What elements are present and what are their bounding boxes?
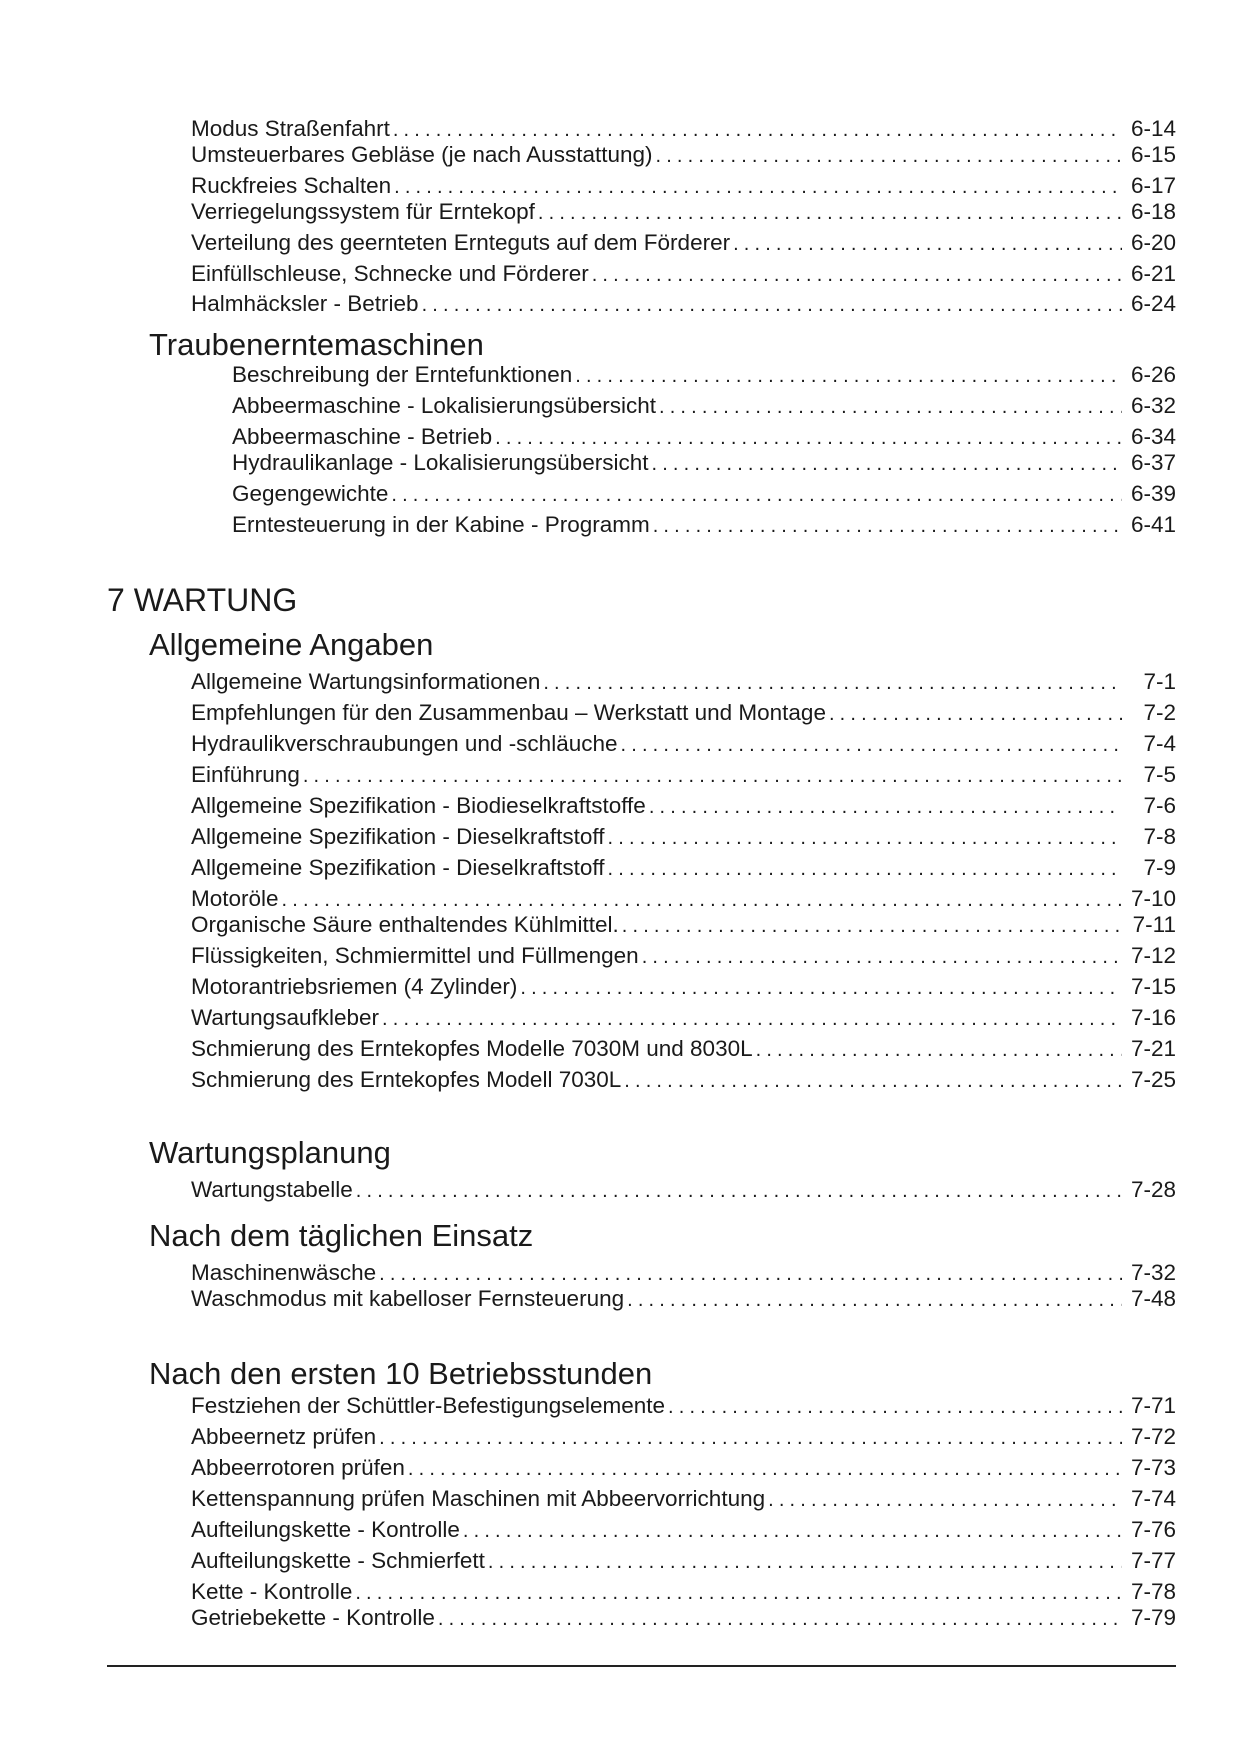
toc-entry-page: 7-72 (1130, 1424, 1176, 1449)
dot-leader (303, 762, 1122, 790)
toc-entry[interactable] (191, 1485, 1176, 1513)
toc-entry-page: 7-78 (1130, 1579, 1176, 1604)
toc-entry-page: 7-15 (1130, 974, 1176, 999)
dot-leader (355, 1579, 1122, 1607)
dot-leader (438, 1605, 1122, 1633)
toc-entry-title: Schmierung des Erntekopfes Modell 7030L (191, 1067, 622, 1092)
toc-entry-page: 7-16 (1130, 1005, 1176, 1030)
toc-entry-title: Kette - Kontrolle (191, 1579, 353, 1604)
toc-entry-title: Hydraulikanlage - Lokalisierungsübersicht (232, 450, 649, 475)
toc-entry-title: Umsteuerbares Gebläse (je nach Ausstattung) (191, 142, 653, 167)
dot-leader (651, 450, 1122, 478)
toc-entry-title: Allgemeine Spezifikation - Biodieselkraftstoffe (191, 793, 646, 818)
toc-entry[interactable] (191, 792, 1176, 820)
toc-entry[interactable] (191, 115, 1176, 143)
toc-entry[interactable] (191, 1035, 1176, 1063)
toc-entry-title: Beschreibung der Erntefunktionen (232, 362, 573, 387)
dot-leader (642, 943, 1122, 971)
toc-entry-title: Halmhäcksler - Betrieb (191, 291, 419, 316)
dot-leader (627, 1286, 1122, 1314)
toc-entry-page: 7-21 (1130, 1036, 1176, 1061)
toc-entry-title: Getriebekette - Kontrolle (191, 1605, 435, 1630)
toc-entry-page: 7-10 (1130, 886, 1176, 911)
toc-entry[interactable] (191, 761, 1176, 789)
dot-leader (622, 912, 1122, 940)
toc-entry-page: 6-37 (1130, 450, 1176, 475)
dot-leader (488, 1548, 1122, 1576)
toc-entry-title: Allgemeine Wartungsinformationen (191, 669, 541, 694)
dot-leader (393, 116, 1122, 144)
toc-entry-title: Abbeermaschine - Lokalisierungsübersicht (232, 393, 656, 418)
toc-entry-title: Aufteilungskette - Schmierfett (191, 1548, 485, 1573)
dot-leader (394, 173, 1122, 201)
toc-entry-title: Verriegelungssystem für Erntekopf (191, 199, 535, 224)
toc-entry-title: Einführung (191, 762, 300, 787)
footer-rule (107, 1665, 1176, 1667)
dot-leader (656, 142, 1123, 170)
toc-entry-page: 6-24 (1130, 291, 1176, 316)
toc-entry[interactable] (232, 392, 1176, 420)
toc-entry-title: Allgemeine Spezifikation - Dieselkraftstoff (191, 824, 605, 849)
toc-entry[interactable] (191, 1604, 1176, 1632)
toc-entry[interactable] (232, 423, 1176, 451)
toc-entry-page: 7-12 (1130, 943, 1176, 968)
dot-leader (592, 261, 1122, 289)
toc-entry-page: 7-4 (1143, 731, 1176, 756)
section-heading: Nach dem täglichen Einsatz (149, 1218, 534, 1253)
dot-leader (463, 1517, 1122, 1545)
dot-leader (624, 1067, 1122, 1095)
toc-entry-title: Erntesteuerung in der Kabine - Programm (232, 512, 650, 537)
toc-entry-page: 6-39 (1130, 481, 1176, 506)
chapter-heading: 7 WARTUNG (107, 582, 298, 618)
dot-leader (575, 362, 1122, 390)
toc-entry[interactable] (191, 141, 1176, 169)
toc-entry-page: 6-18 (1130, 199, 1176, 224)
toc-entry-title: Motorantriebsriemen (4 Zylinder) (191, 974, 518, 999)
toc-entry[interactable] (191, 668, 1176, 696)
dot-leader (621, 731, 1122, 759)
toc-entry-page: 7-11 (1132, 912, 1176, 937)
toc-entry-page: 7-71 (1130, 1393, 1176, 1418)
toc-entry-page: 6-41 (1130, 512, 1176, 537)
toc-entry[interactable] (232, 449, 1176, 477)
section-heading: Allgemeine Angaben (149, 627, 434, 662)
toc-entry-title: Modus Straßenfahrt (191, 116, 390, 141)
toc-entry[interactable] (232, 480, 1176, 508)
toc-entry[interactable] (191, 172, 1176, 200)
dot-leader (282, 886, 1122, 914)
toc-entry-page: 7-5 (1143, 762, 1176, 787)
dot-leader (649, 793, 1122, 821)
toc-entry-title: Flüssigkeiten, Schmiermittel und Füllmengen (191, 943, 639, 968)
toc-entry-title: Organische Säure enthaltendes Kühlmittel. (191, 912, 619, 937)
toc-entry[interactable] (191, 854, 1176, 882)
toc-entry-page: 6-32 (1130, 393, 1176, 418)
toc-entry-title: Wartungstabelle (191, 1177, 353, 1202)
toc-entry[interactable] (191, 1547, 1176, 1575)
toc-entry-page: 6-17 (1130, 173, 1176, 198)
toc-entry-page: 6-34 (1130, 424, 1176, 449)
dot-leader (520, 974, 1122, 1002)
toc-entry[interactable] (191, 973, 1176, 1001)
toc-entry-title: Waschmodus mit kabelloser Fernsteuerung (191, 1286, 625, 1311)
toc-entry-page: 7-32 (1130, 1260, 1176, 1285)
toc-entry[interactable] (191, 823, 1176, 851)
toc-entry[interactable] (191, 1066, 1176, 1094)
toc-entry[interactable] (191, 942, 1176, 970)
dot-leader (608, 824, 1122, 852)
toc-entry[interactable] (191, 198, 1176, 226)
toc-entry-title: Verteilung des geernteten Ernteguts auf dem Förderer (191, 230, 731, 255)
toc-entry-page: 7-8 (1143, 824, 1176, 849)
toc-entry[interactable] (191, 730, 1176, 758)
toc-entry[interactable] (191, 1423, 1176, 1451)
dot-leader (379, 1260, 1122, 1288)
toc-entry-title: Aufteilungskette - Kontrolle (191, 1517, 460, 1542)
dot-leader (756, 1036, 1122, 1064)
toc-entry-page: 6-15 (1130, 142, 1176, 167)
dot-leader (538, 199, 1122, 227)
toc-entry-page: 7-6 (1143, 793, 1176, 818)
toc-entry[interactable] (191, 1259, 1176, 1287)
toc-entry[interactable] (191, 911, 1176, 939)
toc-entry-title: Ruckfreies Schalten (191, 173, 392, 198)
toc-entry-title: Abbeerrotoren prüfen (191, 1455, 405, 1480)
toc-entry-page: 6-21 (1130, 261, 1176, 286)
toc-entry-page: 7-76 (1130, 1517, 1176, 1542)
dot-leader (495, 424, 1122, 452)
toc-entry[interactable] (191, 1392, 1176, 1420)
toc-entry-title: Schmierung des Erntekopfes Modelle 7030M und 8030L (191, 1036, 753, 1061)
dot-leader (356, 1177, 1122, 1205)
toc-entry[interactable] (232, 511, 1176, 539)
dot-leader (382, 1005, 1122, 1033)
toc-entry-page: 7-73 (1130, 1455, 1176, 1480)
toc-entry-title: Empfehlungen für den Zusammenbau – Werkstatt und Montage (191, 700, 826, 725)
section-heading: Wartungsplanung (149, 1135, 391, 1170)
toc-entry-title: Gegengewichte (232, 481, 389, 506)
section-heading: Traubenerntemaschinen (149, 327, 484, 362)
toc-entry-page: 7-79 (1130, 1605, 1176, 1630)
dot-leader (543, 669, 1122, 697)
toc-entry-page: 7-48 (1130, 1286, 1176, 1311)
toc-entry-page: 7-77 (1130, 1548, 1176, 1573)
toc-entry[interactable] (191, 260, 1176, 288)
toc-entry[interactable] (191, 229, 1176, 257)
toc-entry[interactable] (232, 361, 1176, 389)
toc-entry-page: 7-25 (1130, 1067, 1176, 1092)
toc-entry[interactable] (191, 1004, 1176, 1032)
dot-leader (608, 855, 1122, 883)
toc-entry-page: 7-9 (1143, 855, 1176, 880)
toc-entry-page: 7-2 (1143, 700, 1176, 725)
toc-entry-page: 6-20 (1130, 230, 1176, 255)
toc-entry-title: Einfüllschleuse, Schnecke und Förderer (191, 261, 589, 286)
dot-leader (408, 1455, 1122, 1483)
dot-leader (659, 393, 1122, 421)
toc-entry[interactable] (191, 1454, 1176, 1482)
section-heading: Nach den ersten 10 Betriebsstunden (149, 1356, 653, 1391)
dot-leader (768, 1486, 1122, 1514)
toc-entry[interactable] (191, 885, 1176, 913)
dot-leader (668, 1393, 1122, 1421)
toc-entry-title: Abbeernetz prüfen (191, 1424, 377, 1449)
dot-leader (653, 512, 1122, 540)
toc-entry-title: Motoröle (191, 886, 279, 911)
toc-entry-title: Kettenspannung prüfen Maschinen mit Abbeervorrichtung (191, 1486, 766, 1511)
dot-leader (733, 230, 1122, 258)
dot-leader (391, 481, 1122, 509)
toc-entry-title: Hydraulikverschraubungen und -schläuche (191, 731, 618, 756)
toc-entry-page: 7-1 (1143, 669, 1176, 694)
toc-entry-page: 6-26 (1130, 362, 1176, 387)
toc-entry[interactable] (191, 1516, 1176, 1544)
dot-leader (379, 1424, 1122, 1452)
toc-entry[interactable] (191, 1285, 1176, 1313)
toc-entry-page: 6-14 (1130, 116, 1176, 141)
toc-entry-title: Maschinenwäsche (191, 1260, 377, 1285)
toc-entry-title: Wartungsaufkleber (191, 1005, 380, 1030)
toc-entry-title: Abbeermaschine - Betrieb (232, 424, 493, 449)
toc-entry[interactable] (191, 290, 1176, 318)
toc-entry[interactable] (191, 699, 1176, 727)
toc-entry[interactable] (191, 1176, 1176, 1204)
toc-entry-title: Allgemeine Spezifikation - Dieselkraftstoff (191, 855, 605, 880)
toc-entry-page: 7-28 (1130, 1177, 1176, 1202)
dot-leader (422, 291, 1122, 319)
toc-entry[interactable] (191, 1578, 1176, 1606)
toc-entry-page: 7-74 (1130, 1486, 1176, 1511)
dot-leader (829, 700, 1122, 728)
toc-entry-title: Festziehen der Schüttler-Befestigungselemente (191, 1393, 666, 1418)
